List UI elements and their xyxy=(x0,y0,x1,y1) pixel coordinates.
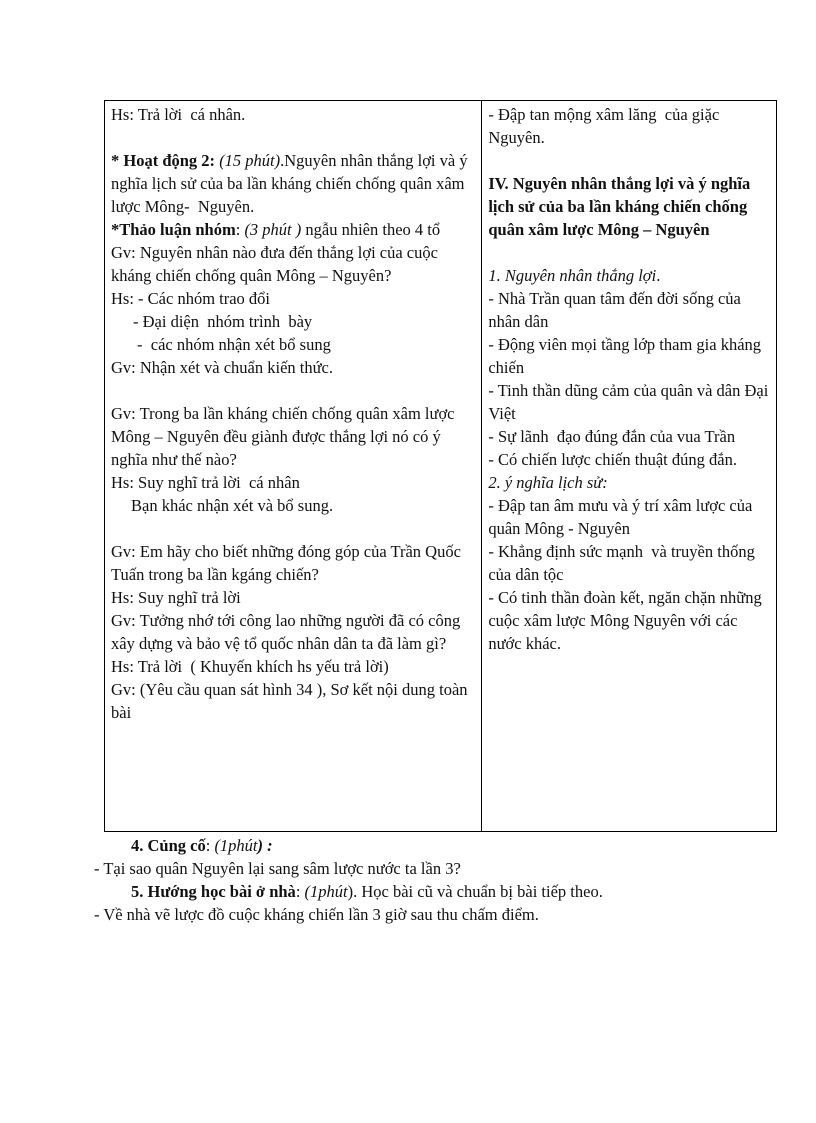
student-response-2b: Bạn khác nhận xét và bổ sung. xyxy=(131,496,334,515)
group-discussion-label: *Thảo luận nhóm xyxy=(111,220,236,239)
subheading-significance: 2. ý nghĩa lịch sử: xyxy=(488,473,608,492)
student-response-1b: - Đại diện nhóm trình bày xyxy=(133,312,313,331)
significance-item: - Có tinh thần đoàn kết, ngăn chặn những cuộc xâm lược Mông Nguyên với các nước khác. xyxy=(488,588,766,653)
lesson-table xyxy=(104,100,777,832)
student-response-3: Hs: Suy nghĩ trả lời xyxy=(111,588,241,607)
cause-item: - Có chiến lược chiến thuật đúng đắn. xyxy=(488,450,737,469)
lesson-content-column xyxy=(482,101,777,832)
homework-task: - Về nhà vẽ lược đồ cuộc kháng chiến lần 3 giờ sau thu chấm điểm. xyxy=(94,905,539,924)
significance-item: - Đập tan âm mưu và ý trí xâm lược của quân Mông - Nguyên xyxy=(488,496,757,538)
cause-item: - Động viên mọi tầng lớp tham gia kháng chiến xyxy=(488,335,770,377)
cause-item: - Tinh thần dũng cảm của quân và dân Đại Việt xyxy=(488,381,773,423)
content-line: - Đập tan mộng xâm lăng của giặc Nguyên. xyxy=(488,105,724,147)
student-response-2: Hs: Suy nghĩ trả lời cá nhân xyxy=(111,473,300,492)
teacher-comment-1: Gv: Nhận xét và chuẩn kiến thức. xyxy=(111,358,334,377)
activity-2-paragraph xyxy=(111,149,475,218)
consolidation-question: - Tại sao quân Nguyên lại sang sâm lược nước ta lần 3? xyxy=(94,859,461,878)
activity-2-label: * Hoạt động 2: xyxy=(111,151,216,170)
teacher-question-3: Gv: Em hãy cho biết những đóng góp của Trần Quốc Tuấn trong ba lần kgáng chiến? xyxy=(111,542,465,584)
group-discussion-note: ngẫu nhiên theo 4 tổ xyxy=(301,220,441,239)
student-response-1c: - các nhóm nhận xét bổ sung xyxy=(137,335,331,354)
student-answer-line: Hs: Trả lời cá nhân. xyxy=(111,105,246,124)
student-response-4: Hs: Trả lời ( Khuyến khích hs yếu trả lời) xyxy=(111,657,389,676)
table-row xyxy=(105,101,777,832)
cause-item: - Sự lãnh đạo đúng đắn của vua Trần xyxy=(488,427,736,446)
section-heading: IV. Nguyên nhân thắng lợi và ý nghĩa lịch sử của ba lần kháng chiến chống quân xâm lược Mông – Nguyên xyxy=(488,174,755,239)
cause-item: - Nhà Trần quan tâm đến đời sống của nhân dân xyxy=(488,289,745,331)
teacher-question-2: Gv: Trong ba lần kháng chiến chống quân xâm lược Mông – Nguyên đều giành được thắng lợi nó có ý nghĩa như thế nào? xyxy=(111,404,459,469)
significance-item: - Khẳng định sức mạnh và truyền thống của dân tộc xyxy=(488,542,759,584)
consolidation-heading: 4. Củng cố: (1phút) : xyxy=(131,836,273,855)
subheading-causes: 1. Nguyên nhân thắng lợi. xyxy=(488,266,661,285)
group-discussion-time: (3 phút ) xyxy=(244,220,302,239)
activity-2-time: (15 phút) xyxy=(215,151,281,170)
homework-heading: 5. Hướng học bài ở nhà: (1phút). Học bài cũ và chuẩn bị bài tiếp theo. xyxy=(131,882,603,901)
activity-2-title: .Nguyên nhân thắng lợi và ý nghĩa lịch sử của ba lần kháng chiến chống quân xâm lược Mông- Nguyên. xyxy=(111,151,472,216)
teacher-question-4: Gv: Tưởng nhớ tới công lao những người đã có công xây dựng và bảo vệ tổ quốc nhân dân ta đã làm gì? xyxy=(111,611,465,653)
teacher-summary: Gv: (Yêu cầu quan sát hình 34 ), Sơ kết nội dung toàn bài xyxy=(111,680,472,722)
group-discussion-paragraph: *Thảo luận nhóm: (3 phút ) ngẫu nhiên theo 4 tổ xyxy=(111,220,441,239)
student-response-1: Hs: - Các nhóm trao đổi xyxy=(111,289,271,308)
teacher-question-1: Gv: Nguyên nhân nào đưa đến thắng lợi của cuộc kháng chiến chống quân Mông – Nguyên? xyxy=(111,243,443,285)
teacher-student-activity-column xyxy=(105,101,482,832)
lesson-footer xyxy=(0,834,816,926)
